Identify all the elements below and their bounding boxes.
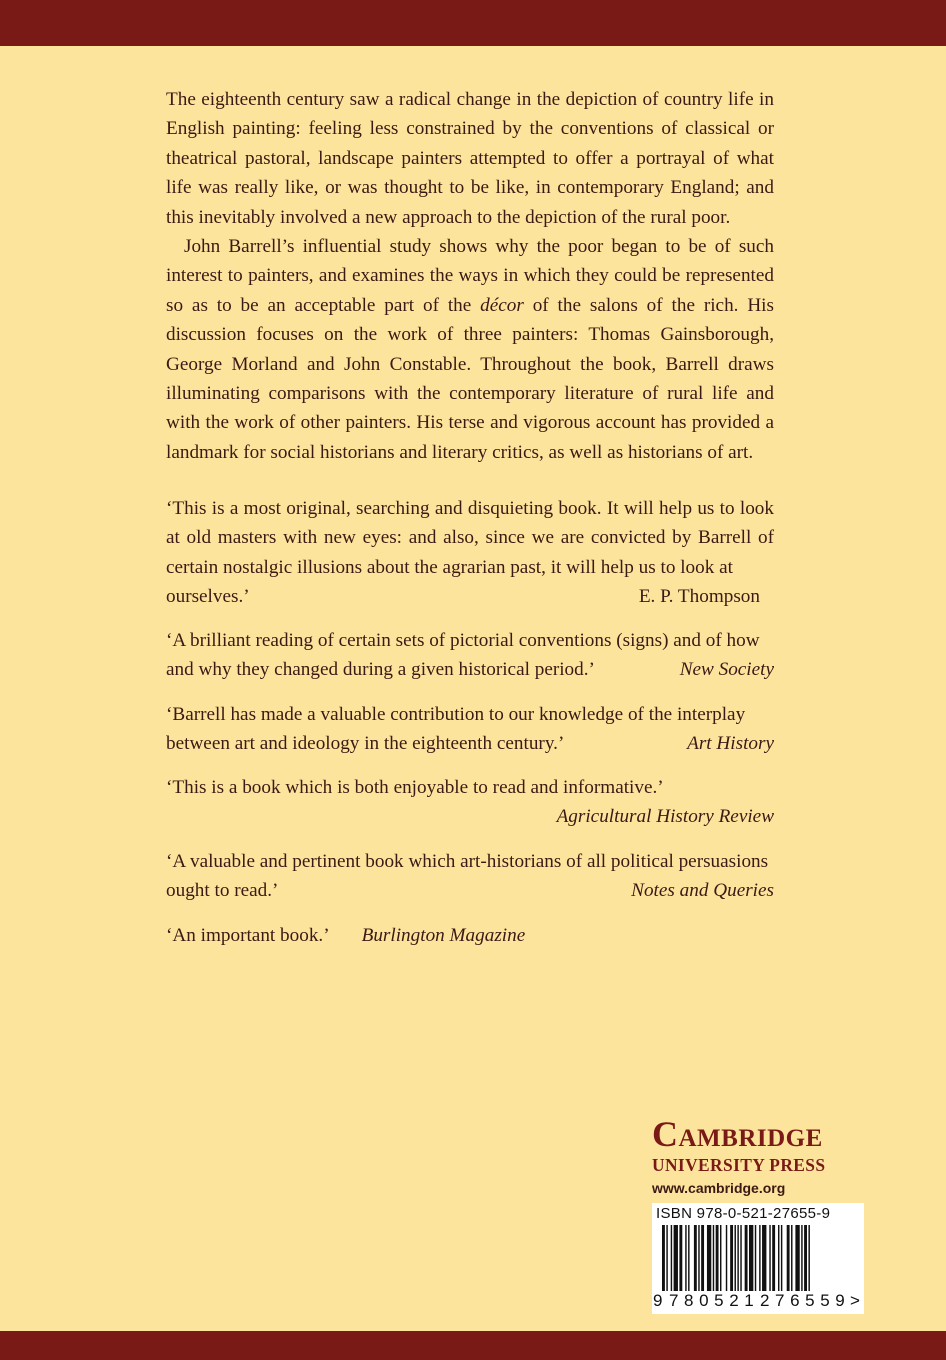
review-quote-art-history bbox=[166, 700, 774, 759]
barcode-bar bbox=[737, 1225, 738, 1291]
quote-source: Burlington Magazine bbox=[361, 925, 526, 946]
review-quote-burlington bbox=[166, 921, 774, 950]
barcode-bars bbox=[662, 1225, 854, 1295]
barcode-bar bbox=[740, 1225, 741, 1291]
barcode-bar bbox=[787, 1225, 790, 1291]
barcode-bar bbox=[666, 1225, 667, 1291]
quote-source: Agricultural History Review bbox=[556, 806, 774, 828]
quote-text-end: and why they changed during a given historical period.’ bbox=[166, 659, 595, 681]
quote-text: ‘This is a book which is both enjoyable to read and informative.’ bbox=[166, 777, 664, 798]
book-description bbox=[166, 85, 774, 467]
publisher-imprint bbox=[652, 1116, 866, 1198]
barcode-bar bbox=[795, 1225, 799, 1291]
barcode-bar bbox=[671, 1225, 672, 1291]
quote-source: Art History bbox=[687, 733, 774, 755]
review-quote-agricultural-history bbox=[166, 773, 774, 832]
isbn-number: ISBN 978-0-521-27655-9 bbox=[656, 1205, 831, 1222]
quote-text-end: between art and ideology in the eighteenth century.’ bbox=[166, 733, 565, 755]
review-quote-notes-and-queries bbox=[166, 847, 774, 906]
barcode-bar bbox=[694, 1225, 697, 1291]
quote-text-end: ought to read.’ bbox=[166, 880, 279, 902]
review-quote-thompson bbox=[166, 494, 774, 612]
quote-text: ‘A valuable and pertinent book which art-historians of all political persuasions bbox=[166, 851, 769, 872]
barcode-bar bbox=[804, 1225, 807, 1291]
barcode-bar bbox=[781, 1225, 782, 1291]
barcode-bar bbox=[745, 1225, 748, 1291]
top-border-band bbox=[0, 0, 946, 46]
barcode-bar bbox=[769, 1225, 770, 1291]
publisher-url: www.cambridge.org bbox=[652, 1180, 786, 1196]
barcode-bar bbox=[688, 1225, 689, 1291]
barcode-bar bbox=[808, 1225, 809, 1291]
barcode-bar bbox=[685, 1225, 686, 1291]
quote-text: ‘This is a most original, searching and disquieting book. It will help us to look at old masters with new eyes: and also, since we are convicted by Barrell of certain nostalgic illusions about the agrarian past, it will help us to look at bbox=[166, 498, 774, 578]
barcode-bar bbox=[679, 1225, 682, 1291]
quote-text: ‘An important book.’ bbox=[166, 925, 330, 946]
barcode-bar bbox=[755, 1225, 756, 1291]
barcode-bar bbox=[674, 1225, 678, 1291]
quote-text: ‘Barrell has made a valuable contribution to our knowledge of the interplay bbox=[166, 704, 746, 725]
quote-source: Notes and Queries bbox=[631, 880, 774, 902]
barcode-bar bbox=[749, 1225, 753, 1291]
barcode-bar bbox=[716, 1225, 719, 1291]
quote-text: ‘A brilliant reading of certain sets of pictorial conventions (signs) and of how bbox=[166, 630, 760, 651]
barcode-bar bbox=[707, 1225, 711, 1291]
barcode-bar bbox=[713, 1225, 714, 1291]
description-paragraph-1: The eighteenth century saw a radical change in the depiction of country life in English painting: feeling less constrained by the conventions of classical or theatrical pastoral, landscape painters attempted to offer a portrayal of what life was really like, or was thought to be like, in contemporary England; and this inevitably involved a new approach to the depiction of the rural poor. bbox=[166, 89, 774, 228]
quote-source: E. P. Thompson bbox=[638, 586, 760, 608]
isbn-barcode: ISBN 978-0-521-27655-9 9 780521 276559 > bbox=[652, 1203, 864, 1314]
publisher-subtitle: UNIVERSITY PRESS bbox=[652, 1155, 826, 1175]
barcode-bar bbox=[762, 1225, 766, 1291]
review-quote-new-society bbox=[166, 626, 774, 685]
barcode-bar bbox=[791, 1225, 792, 1291]
description-paragraph-2: John Barrell’s influential study shows why the poor began to be of such interest to painters, and examines the ways in which they could be represented so as to be an acceptable part of the décor of the salons of the rich. His discussion focuses on the work of three painters: Thomas Gainsborough, George Morland and John Constable. Throughout the book, Barrell draws illuminating comparisons with the contemporary literature of rural life and with the work of other painters. His terse and vigorous account has provided a landmark for social historians and literary critics, as well as historians of art. bbox=[166, 236, 774, 463]
barcode-bar bbox=[730, 1225, 733, 1291]
publisher-name: Cambridge bbox=[652, 1114, 823, 1154]
barcode-bar bbox=[701, 1225, 704, 1291]
barcode-bar bbox=[698, 1225, 699, 1291]
barcode-bar bbox=[735, 1225, 736, 1291]
barcode-bar bbox=[726, 1225, 727, 1291]
barcode-bar bbox=[662, 1225, 665, 1291]
barcode-bar bbox=[759, 1225, 760, 1291]
barcode-bar bbox=[720, 1225, 721, 1291]
quote-text-end: ourselves.’ bbox=[166, 586, 250, 608]
barcode-bar bbox=[801, 1225, 802, 1291]
decor-italic: décor bbox=[480, 294, 524, 316]
quote-source: New Society bbox=[679, 659, 774, 681]
barcode-bar bbox=[772, 1225, 775, 1291]
bottom-border-band bbox=[0, 1331, 946, 1360]
barcode-bar bbox=[778, 1225, 779, 1291]
